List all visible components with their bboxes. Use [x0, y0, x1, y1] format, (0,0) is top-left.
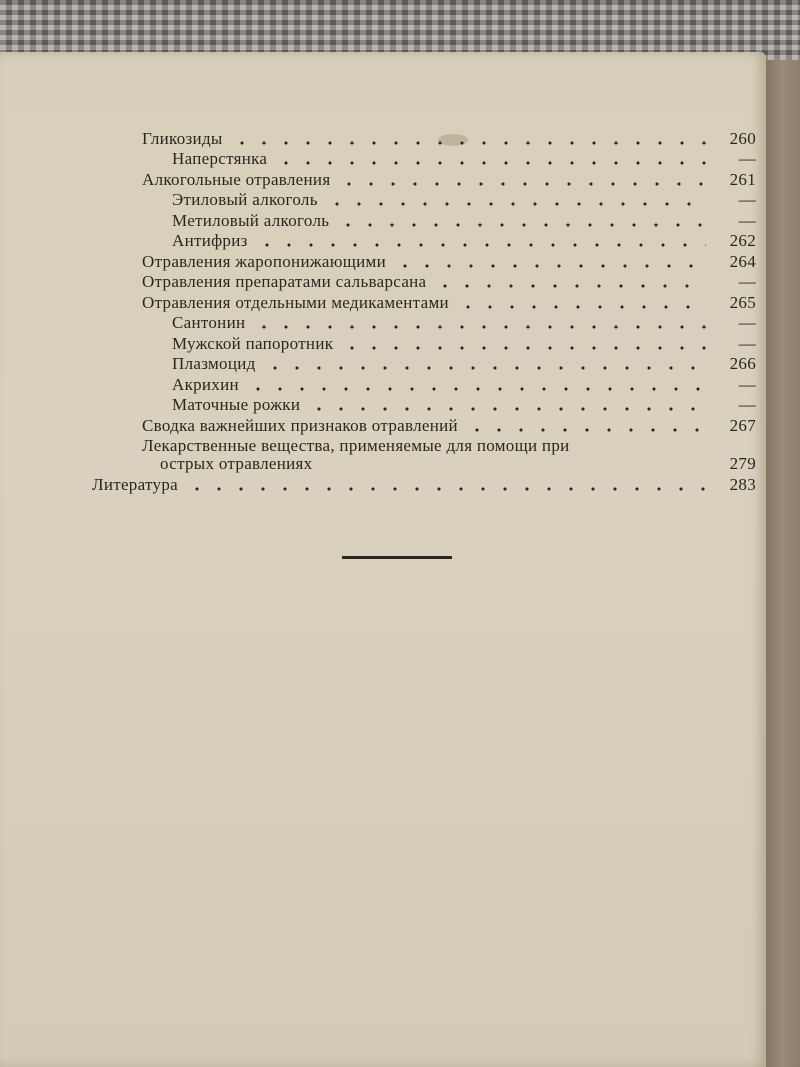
toc-entry — [92, 231, 756, 252]
dot-leader — [337, 223, 706, 227]
toc-entry-page: 262 — [729, 231, 756, 250]
toc-entry-page: 267 — [729, 415, 756, 435]
dot-leader — [457, 305, 706, 309]
toc-entry-page: 283 — [729, 474, 756, 494]
toc-entry-title: Отравления жаропонижающими — [142, 251, 386, 271]
toc-entry-page: 266 — [729, 354, 756, 373]
toc-entry — [92, 333, 756, 354]
toc-entry-title: Гликозиды — [142, 128, 223, 148]
toc-entry — [92, 272, 756, 293]
dot-leader — [186, 487, 706, 491]
toc-entry — [92, 169, 756, 190]
dot-leader — [253, 325, 706, 329]
toc-entry-page: — — [738, 395, 756, 414]
table-of-contents — [92, 128, 756, 495]
toc-entry — [92, 313, 756, 334]
toc-entry — [92, 190, 756, 211]
dot-leader — [247, 387, 706, 391]
toc-entry-title: Отравления препаратами сальварсана — [142, 272, 427, 291]
toc-entry — [92, 474, 756, 495]
toc-entry — [92, 128, 756, 149]
dot-leader — [256, 243, 706, 247]
toc-entry-title: Этиловый алкоголь — [172, 190, 318, 209]
toc-entry-page: — — [738, 272, 756, 291]
toc-entry — [92, 415, 756, 436]
toc-entry-title: Алкогольные отравления — [142, 169, 331, 189]
toc-entry-page: — — [738, 313, 756, 332]
toc-entry-page: — — [738, 374, 756, 394]
toc-entry-title: Наперстянка — [172, 149, 268, 168]
dot-leader — [275, 161, 706, 165]
toc-entry — [92, 456, 756, 474]
toc-entry-page: — — [738, 333, 756, 353]
toc-entry-page: 260 — [729, 128, 756, 148]
toc-entry-page: 264 — [729, 251, 756, 271]
toc-entry-page: 265 — [729, 292, 756, 312]
toc-entry — [92, 210, 756, 231]
toc-entry-title: Сводка важнейших признаков отравлений — [142, 415, 458, 435]
end-rule — [342, 556, 452, 559]
dot-leader — [231, 141, 706, 145]
toc-entry-page: 279 — [729, 454, 756, 473]
toc-entry-page: 261 — [729, 169, 756, 189]
toc-entry — [92, 374, 756, 395]
toc-entry-title: острых отравлениях — [160, 454, 313, 473]
toc-entry-title: Сантонин — [172, 313, 246, 332]
toc-entry-title: Плазмоцид — [172, 354, 256, 373]
toc-entry-title: Акрихин — [172, 374, 239, 394]
toc-entry — [92, 436, 756, 457]
toc-entry — [92, 395, 756, 416]
toc-entry — [92, 292, 756, 313]
dot-leader — [308, 407, 706, 411]
dot-leader — [338, 182, 706, 186]
toc-entry-title: Метиловый алкоголь — [172, 210, 330, 230]
dot-leader — [264, 366, 706, 370]
toc-entry-title: Антифриз — [172, 231, 248, 250]
toc-entry — [92, 149, 756, 170]
dot-leader — [341, 346, 706, 350]
toc-entry-title: Литература — [92, 474, 178, 494]
toc-entry-title: Мужской папоротник — [172, 333, 334, 353]
dot-leader — [326, 202, 706, 206]
toc-entry-title: Отравления отдельными медикаментами — [142, 292, 449, 312]
toc-entry — [92, 251, 756, 272]
toc-entry-title: Лекарственные вещества, применяемые для помощи при — [142, 436, 570, 455]
toc-entry-title: Маточные рожки — [172, 395, 301, 414]
dot-leader — [466, 428, 706, 432]
dot-leader — [434, 284, 706, 288]
toc-entry-page: — — [738, 149, 756, 168]
toc-entry-page: — — [738, 190, 756, 209]
toc-entry — [92, 354, 756, 375]
dot-leader — [394, 264, 706, 268]
toc-entry-page: — — [738, 210, 756, 230]
